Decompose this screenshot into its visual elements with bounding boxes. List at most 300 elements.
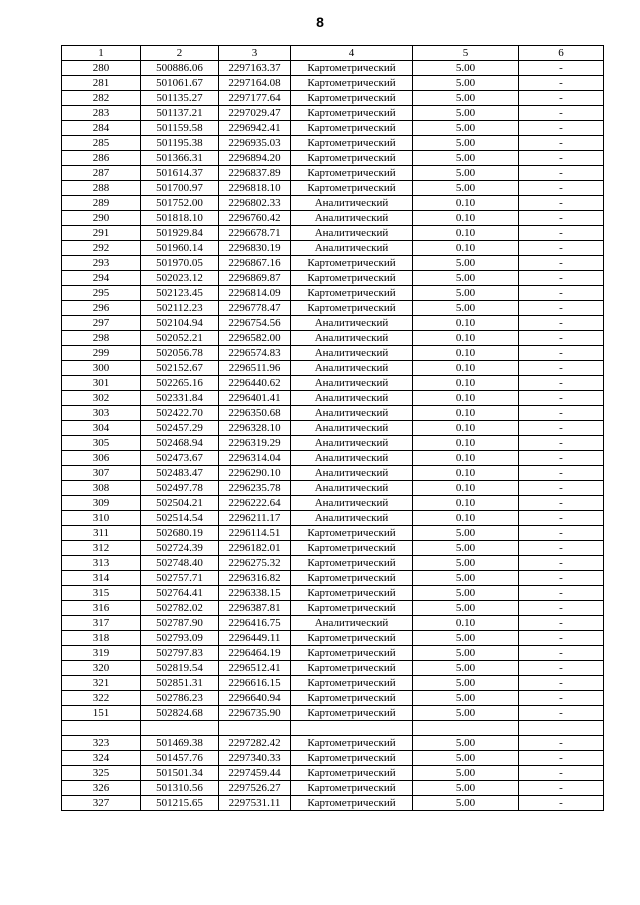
table-row	[62, 271, 604, 286]
table-cell: Аналитический	[291, 316, 413, 331]
table-cell: -	[519, 556, 604, 571]
table-row	[62, 226, 604, 241]
table-cell: 310	[62, 511, 141, 526]
table-cell: -	[519, 421, 604, 436]
table-cell: 502497.78	[141, 481, 219, 496]
table-cell: -	[519, 256, 604, 271]
table-cell: Картометрический	[291, 301, 413, 316]
table-row	[62, 541, 604, 556]
table-cell: 502504.21	[141, 496, 219, 511]
table-cell: Аналитический	[291, 226, 413, 241]
table-cell: Картометрический	[291, 136, 413, 151]
table-cell: 2296235.78	[219, 481, 291, 496]
table-cell: 297	[62, 316, 141, 331]
table-cell: 501469.38	[141, 736, 219, 751]
table-cell: -	[519, 511, 604, 526]
table-cell: Аналитический	[291, 436, 413, 451]
table-cell: 5.00	[413, 556, 519, 571]
table-row	[62, 121, 604, 136]
table-cell: -	[519, 331, 604, 346]
table-cell: -	[519, 706, 604, 721]
table-cell: -	[519, 631, 604, 646]
table-cell: 502473.67	[141, 451, 219, 466]
table-cell: 502787.90	[141, 616, 219, 631]
table-cell: -	[519, 751, 604, 766]
table-cell: -	[519, 781, 604, 796]
table-row	[62, 526, 604, 541]
table-cell: -	[519, 241, 604, 256]
table-cell: 0.10	[413, 421, 519, 436]
table-cell: -	[519, 166, 604, 181]
table-cell: Картометрический	[291, 61, 413, 76]
table-header-row	[62, 46, 604, 61]
table-cell: 281	[62, 76, 141, 91]
table-cell: 0.10	[413, 616, 519, 631]
table-cell: 502052.21	[141, 331, 219, 346]
column-header: 4	[291, 46, 413, 61]
table-cell: 302	[62, 391, 141, 406]
table-row	[62, 91, 604, 106]
table-cell: 2296754.56	[219, 316, 291, 331]
table-row	[62, 631, 604, 646]
table-row	[62, 151, 604, 166]
table-cell: 0.10	[413, 331, 519, 346]
table-cell: 282	[62, 91, 141, 106]
table-cell: 288	[62, 181, 141, 196]
table-cell: Картометрический	[291, 601, 413, 616]
table-cell: 2296512.41	[219, 661, 291, 676]
table-cell: 0.10	[413, 406, 519, 421]
table-cell: 0.10	[413, 196, 519, 211]
table-cell: 0.10	[413, 496, 519, 511]
table-cell: 298	[62, 331, 141, 346]
table-cell: 502851.31	[141, 676, 219, 691]
table-cell: 0.10	[413, 316, 519, 331]
table-cell: 2296760.42	[219, 211, 291, 226]
table-row	[62, 766, 604, 781]
table-cell: 313	[62, 556, 141, 571]
table-cell: 315	[62, 586, 141, 601]
table-cell: 502152.67	[141, 361, 219, 376]
table-cell: 2297531.11	[219, 796, 291, 811]
table-cell: Картометрический	[291, 106, 413, 121]
table-row	[62, 391, 604, 406]
table-cell: 2296869.87	[219, 271, 291, 286]
table-cell: 2296464.19	[219, 646, 291, 661]
table-cell: -	[519, 106, 604, 121]
table-cell: -	[519, 286, 604, 301]
table-cell: -	[519, 61, 604, 76]
table-cell: 0.10	[413, 436, 519, 451]
table-cell: 320	[62, 661, 141, 676]
table-cell: 292	[62, 241, 141, 256]
table-cell: 300	[62, 361, 141, 376]
table-cell: 501215.65	[141, 796, 219, 811]
table-cell: Аналитический	[291, 376, 413, 391]
table-cell: 5.00	[413, 301, 519, 316]
table-cell: 502056.78	[141, 346, 219, 361]
table-row	[62, 661, 604, 676]
table-cell: Картометрический	[291, 781, 413, 796]
table-cell: 327	[62, 796, 141, 811]
table-cell: 502764.41	[141, 586, 219, 601]
table-cell: 151	[62, 706, 141, 721]
table-cell: Картометрический	[291, 706, 413, 721]
table-cell: -	[519, 481, 604, 496]
table-cell: 5.00	[413, 271, 519, 286]
table-cell: 5.00	[413, 766, 519, 781]
table-cell: 5.00	[413, 151, 519, 166]
table-cell: 2296350.68	[219, 406, 291, 421]
table-cell: 501061.67	[141, 76, 219, 91]
table-row	[62, 331, 604, 346]
table-cell: 2296814.09	[219, 286, 291, 301]
column-header: 6	[519, 46, 604, 61]
table-cell	[413, 721, 519, 736]
table-cell: -	[519, 271, 604, 286]
table-cell: -	[519, 796, 604, 811]
table-cell: Картометрический	[291, 271, 413, 286]
table-cell: 502819.54	[141, 661, 219, 676]
table-cell: 2297459.44	[219, 766, 291, 781]
table-cell: Картометрический	[291, 691, 413, 706]
table-cell: -	[519, 211, 604, 226]
table-cell: 317	[62, 616, 141, 631]
table-cell: 502468.94	[141, 436, 219, 451]
table-cell: 0.10	[413, 241, 519, 256]
table-cell: Аналитический	[291, 196, 413, 211]
table-cell: 2296290.10	[219, 466, 291, 481]
table-cell: 2296818.10	[219, 181, 291, 196]
table-cell: 501310.56	[141, 781, 219, 796]
table-cell: 501159.58	[141, 121, 219, 136]
table-cell: 312	[62, 541, 141, 556]
table-cell: Аналитический	[291, 391, 413, 406]
column-header: 2	[141, 46, 219, 61]
table-row	[62, 181, 604, 196]
table-cell: -	[519, 736, 604, 751]
table-row	[62, 751, 604, 766]
table-cell: 2296582.00	[219, 331, 291, 346]
table-cell: -	[519, 586, 604, 601]
table-row	[62, 646, 604, 661]
table-row	[62, 211, 604, 226]
table-cell: -	[519, 526, 604, 541]
table-cell: -	[519, 646, 604, 661]
table-cell: 299	[62, 346, 141, 361]
table-cell: 501366.31	[141, 151, 219, 166]
table-cell: Картометрический	[291, 556, 413, 571]
table-cell: 294	[62, 271, 141, 286]
table-cell: 0.10	[413, 346, 519, 361]
table-cell: -	[519, 181, 604, 196]
table-cell: 305	[62, 436, 141, 451]
table-cell: -	[519, 466, 604, 481]
table-cell: Аналитический	[291, 451, 413, 466]
table-row	[62, 196, 604, 211]
table-cell: Картометрический	[291, 646, 413, 661]
table-cell: 5.00	[413, 526, 519, 541]
table-cell: -	[519, 376, 604, 391]
table-cell: 5.00	[413, 181, 519, 196]
table-cell: 502793.09	[141, 631, 219, 646]
table-row	[62, 376, 604, 391]
table-cell: -	[519, 691, 604, 706]
table-row	[62, 346, 604, 361]
column-header: 5	[413, 46, 519, 61]
table-cell: 5.00	[413, 76, 519, 91]
table-row	[62, 436, 604, 451]
table-cell: Картометрический	[291, 751, 413, 766]
table-cell: 2296314.04	[219, 451, 291, 466]
table-cell: 2296867.16	[219, 256, 291, 271]
table-row	[62, 361, 604, 376]
table-cell: 501960.14	[141, 241, 219, 256]
table-row	[62, 511, 604, 526]
table-cell: 296	[62, 301, 141, 316]
table-cell: 0.10	[413, 391, 519, 406]
table-cell: Картометрический	[291, 541, 413, 556]
table-cell: Аналитический	[291, 496, 413, 511]
table-cell	[62, 721, 141, 736]
table-cell: 319	[62, 646, 141, 661]
table-cell: 501970.05	[141, 256, 219, 271]
table-cell: 301	[62, 376, 141, 391]
table-cell: 285	[62, 136, 141, 151]
table-cell: -	[519, 196, 604, 211]
table-cell: 502797.83	[141, 646, 219, 661]
table-cell: 2297177.64	[219, 91, 291, 106]
table-cell: 2297340.33	[219, 751, 291, 766]
table-cell: 287	[62, 166, 141, 181]
table-cell: 2296449.11	[219, 631, 291, 646]
table-cell: Картометрический	[291, 736, 413, 751]
table-cell: 502757.71	[141, 571, 219, 586]
table-cell: -	[519, 571, 604, 586]
table-cell: 5.00	[413, 136, 519, 151]
table-cell: 501700.97	[141, 181, 219, 196]
table-body	[62, 61, 604, 811]
table-cell: 5.00	[413, 121, 519, 136]
table-cell: -	[519, 436, 604, 451]
page-number: 8	[316, 14, 324, 30]
table-cell: 286	[62, 151, 141, 166]
table-cell	[219, 721, 291, 736]
table-row	[62, 571, 604, 586]
table-cell: -	[519, 301, 604, 316]
table-cell: Аналитический	[291, 421, 413, 436]
table-cell: Аналитический	[291, 241, 413, 256]
table-cell: 2296678.71	[219, 226, 291, 241]
table-cell: 2296735.90	[219, 706, 291, 721]
table-row	[62, 466, 604, 481]
table-cell: 502457.29	[141, 421, 219, 436]
table-cell: 309	[62, 496, 141, 511]
table-cell: 502748.40	[141, 556, 219, 571]
table-cell: 0.10	[413, 226, 519, 241]
table-cell: 5.00	[413, 541, 519, 556]
table-cell: 502514.54	[141, 511, 219, 526]
table-cell: 307	[62, 466, 141, 481]
table-row	[62, 556, 604, 571]
table-cell: 2296182.01	[219, 541, 291, 556]
table-row	[62, 286, 604, 301]
table-cell: 502786.23	[141, 691, 219, 706]
table-cell: 0.10	[413, 481, 519, 496]
table-row	[62, 601, 604, 616]
table-cell: 5.00	[413, 706, 519, 721]
table-cell: -	[519, 616, 604, 631]
table-cell: 2296316.82	[219, 571, 291, 586]
table-cell: 2296328.10	[219, 421, 291, 436]
table-cell: 5.00	[413, 286, 519, 301]
table-cell: 5.00	[413, 91, 519, 106]
table-cell: 2296640.94	[219, 691, 291, 706]
table-cell: 311	[62, 526, 141, 541]
table-cell: 0.10	[413, 451, 519, 466]
table-cell: 5.00	[413, 571, 519, 586]
table-cell	[141, 721, 219, 736]
table-cell: 0.10	[413, 361, 519, 376]
table-cell: 2296222.64	[219, 496, 291, 511]
table-cell: Картометрический	[291, 796, 413, 811]
table-cell: Картометрический	[291, 631, 413, 646]
table-cell: 322	[62, 691, 141, 706]
table-row	[62, 451, 604, 466]
table-cell: 280	[62, 61, 141, 76]
table-cell: 2296935.03	[219, 136, 291, 151]
table-cell: 2296319.29	[219, 436, 291, 451]
table-cell: 2296942.41	[219, 121, 291, 136]
table-cell: 318	[62, 631, 141, 646]
table-row	[62, 616, 604, 631]
table-cell	[519, 721, 604, 736]
table-cell: 290	[62, 211, 141, 226]
table-cell: 502824.68	[141, 706, 219, 721]
table-row	[62, 481, 604, 496]
table-cell: 306	[62, 451, 141, 466]
table-cell: 501501.34	[141, 766, 219, 781]
table-cell: 5.00	[413, 106, 519, 121]
table-cell: 2296830.19	[219, 241, 291, 256]
table-cell: 5.00	[413, 661, 519, 676]
table-cell: 502422.70	[141, 406, 219, 421]
table-cell: 283	[62, 106, 141, 121]
table-cell: 2297526.27	[219, 781, 291, 796]
table-cell: 2296574.83	[219, 346, 291, 361]
table-cell: 2296511.96	[219, 361, 291, 376]
column-header: 1	[62, 46, 141, 61]
table-cell: 2296837.89	[219, 166, 291, 181]
column-header: 3	[219, 46, 291, 61]
table-cell: 303	[62, 406, 141, 421]
table-cell: 0.10	[413, 511, 519, 526]
table-cell: 5.00	[413, 751, 519, 766]
table-row	[62, 76, 604, 91]
table-row	[62, 736, 604, 751]
table-row	[62, 676, 604, 691]
table-cell: -	[519, 346, 604, 361]
table-cell: Аналитический	[291, 331, 413, 346]
table-cell: 324	[62, 751, 141, 766]
table-cell: Аналитический	[291, 346, 413, 361]
table-row	[62, 241, 604, 256]
table-cell: Картометрический	[291, 526, 413, 541]
table-cell: 291	[62, 226, 141, 241]
table-cell: 5.00	[413, 166, 519, 181]
table-cell: 5.00	[413, 691, 519, 706]
table-cell: 5.00	[413, 631, 519, 646]
table-cell: -	[519, 406, 604, 421]
table-cell: 2297282.42	[219, 736, 291, 751]
table-cell: 502724.39	[141, 541, 219, 556]
table-cell: 289	[62, 196, 141, 211]
table-cell: 501457.76	[141, 751, 219, 766]
table-row	[62, 796, 604, 811]
table-cell: 308	[62, 481, 141, 496]
table-row	[62, 496, 604, 511]
table-cell: 2296338.15	[219, 586, 291, 601]
table-cell: 502782.02	[141, 601, 219, 616]
table-cell: 314	[62, 571, 141, 586]
table-cell: -	[519, 136, 604, 151]
table-cell: -	[519, 496, 604, 511]
table-cell: Аналитический	[291, 361, 413, 376]
table-cell: 502104.94	[141, 316, 219, 331]
table-row	[62, 406, 604, 421]
table-cell: -	[519, 541, 604, 556]
table-cell: Картометрический	[291, 76, 413, 91]
table-cell: Аналитический	[291, 481, 413, 496]
table-cell: 0.10	[413, 211, 519, 226]
table-cell: -	[519, 121, 604, 136]
table-cell: 502123.45	[141, 286, 219, 301]
table-row	[62, 421, 604, 436]
table-cell: 501929.84	[141, 226, 219, 241]
table-row	[62, 706, 604, 721]
table-cell: -	[519, 601, 604, 616]
table-cell: 2296387.81	[219, 601, 291, 616]
table-cell: -	[519, 361, 604, 376]
table-cell: 0.10	[413, 376, 519, 391]
table-cell: 5.00	[413, 256, 519, 271]
table-row	[62, 781, 604, 796]
table-cell: 326	[62, 781, 141, 796]
table-cell: 2296211.17	[219, 511, 291, 526]
table-cell: 2296778.47	[219, 301, 291, 316]
table-cell: Картометрический	[291, 166, 413, 181]
table-cell: Картометрический	[291, 586, 413, 601]
table-cell: Аналитический	[291, 466, 413, 481]
table-row	[62, 256, 604, 271]
table-cell: Аналитический	[291, 511, 413, 526]
table-cell: 501135.27	[141, 91, 219, 106]
table-cell: 502483.47	[141, 466, 219, 481]
table-cell: 284	[62, 121, 141, 136]
table-cell: 2297164.08	[219, 76, 291, 91]
table-cell: 5.00	[413, 646, 519, 661]
table-cell: 2296440.62	[219, 376, 291, 391]
table-cell: Картометрический	[291, 286, 413, 301]
table-cell: -	[519, 661, 604, 676]
table-cell: 2296275.32	[219, 556, 291, 571]
table-cell: 2297163.37	[219, 61, 291, 76]
table-row	[62, 301, 604, 316]
table-row	[62, 136, 604, 151]
table-cell	[291, 721, 413, 736]
table-cell: 502265.16	[141, 376, 219, 391]
table-cell: 502112.23	[141, 301, 219, 316]
